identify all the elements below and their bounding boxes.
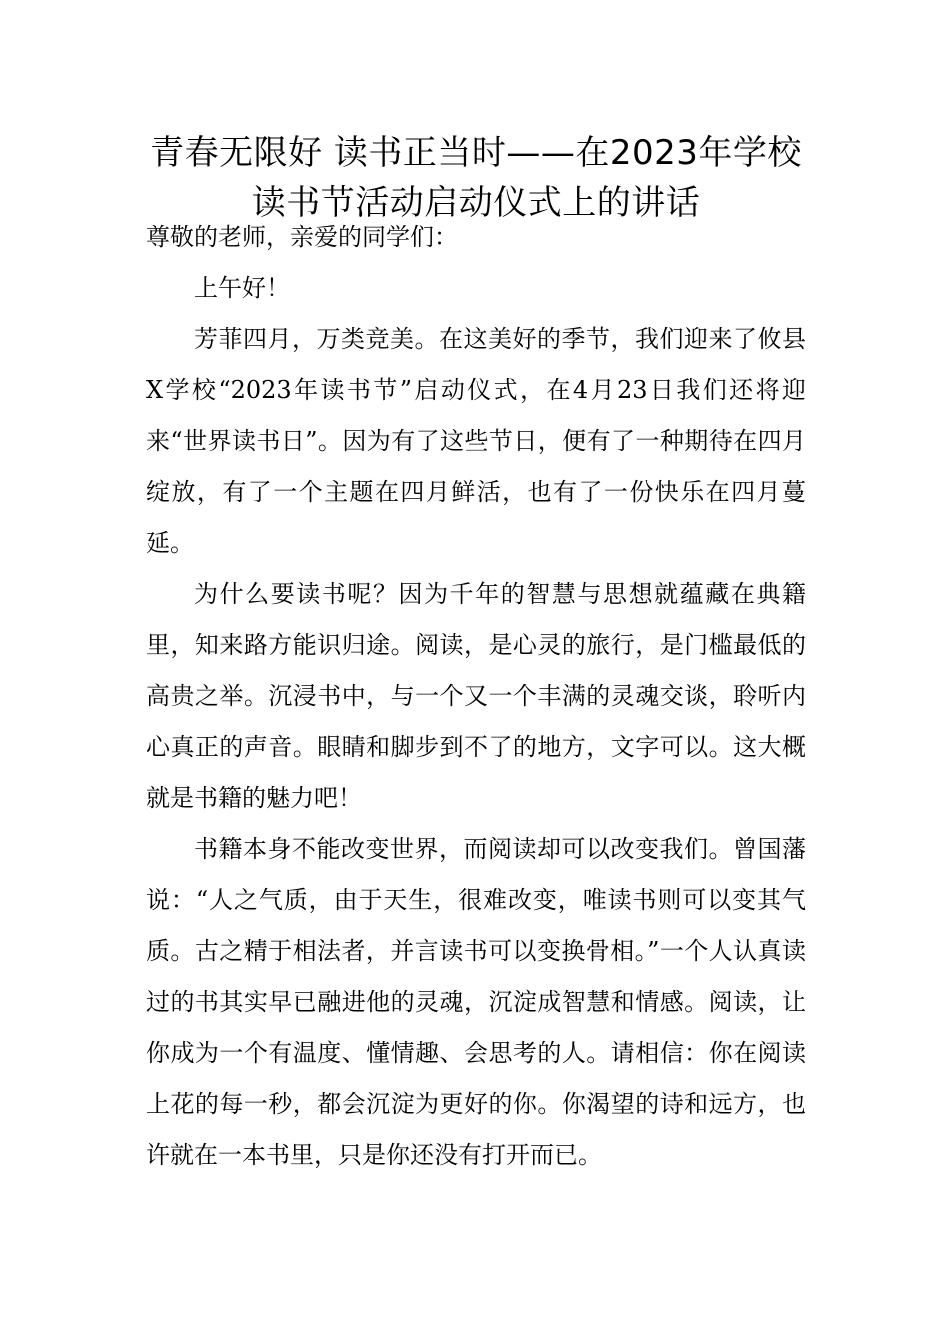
salutation: 尊敬的老师，亲爱的同学们： — [146, 223, 458, 251]
document-title: 青春无限好 读书正当时——在2023年学校读书节活动启动仪式上的讲话 — [150, 133, 802, 223]
paragraph: 芳菲四月，万类竞美。在这美好的季节，我们迎来了攸县X学校“2023年读书节”启动仪式，在4月23日我们还将迎来“世界读书日”。因为有了这些节日，便有了一种期待在四月绽放，有了一个主题在四月鲜活，也有了一份快乐在四月蔓延。 — [146, 325, 806, 557]
document-body — [146, 212, 806, 1181]
greeting: 上午好！ — [194, 274, 290, 302]
paragraph: 书籍本身不能改变世界，而阅读却可以改变我们。曾国藩说：“人之气质，由于天生，很难改变，唯读书则可以变其气质。古之精于相法者，并言读书可以变换骨相。”一个人认真读过的书其实早已融进他的灵魂，沉淀成智慧和情感。阅读，让你成为一个有温度、懂情趣、会思考的人。请相信：你在阅读上花的每一秒，都会沉淀为更好的你。你渴望的诗和远方，也许就在一本书里，只是你还没有打开而已。 — [146, 835, 806, 1169]
paragraph: 为什么要读书呢？因为千年的智慧与思想就蕴藏在典籍里，知来路方能识归途。阅读，是心灵的旅行，是门槛最低的高贵之举。沉浸书中，与一个又一个丰满的灵魂交谈，聆听内心真正的声音。眼睛和脚步到不了的地方，文字可以。这大概就是书籍的魅力吧！ — [146, 580, 806, 812]
